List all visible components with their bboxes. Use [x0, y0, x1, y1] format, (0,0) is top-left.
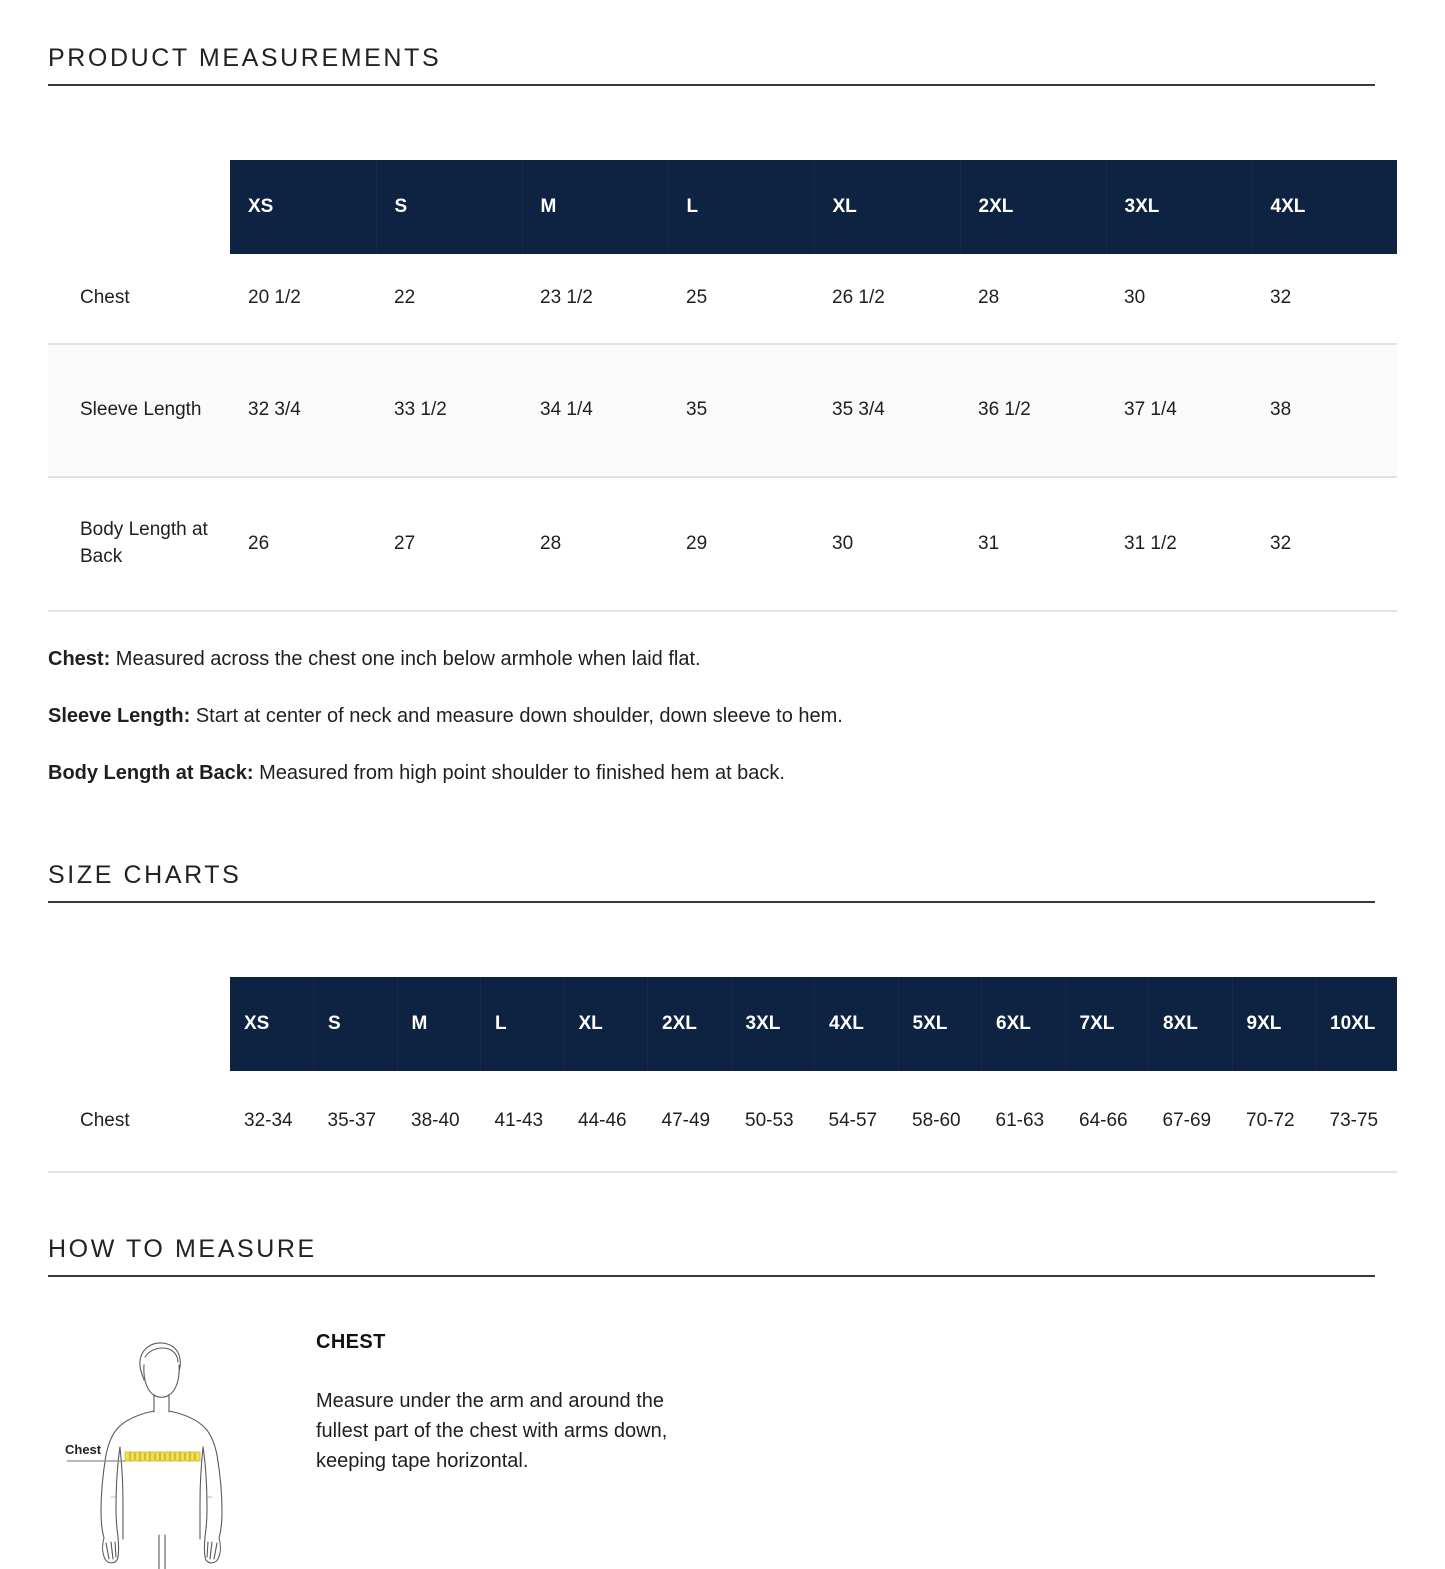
- description-term: Body Length at Back:: [48, 762, 254, 784]
- measurement-cell: 20 1/2: [230, 254, 376, 344]
- measurement-cell: 33 1/2: [376, 344, 522, 477]
- measure-item-title: CHEST: [316, 1331, 386, 1353]
- column-header-10xl: 10XL: [1316, 977, 1398, 1071]
- description-text: Start at center of neck and measure down shoulder, down sleeve to hem.: [190, 705, 843, 727]
- table-row: [48, 477, 1397, 611]
- measurement-cell: 32: [1252, 477, 1397, 611]
- row-label: Chest: [48, 1071, 230, 1172]
- measurement-cell: 38: [1252, 344, 1397, 477]
- table-body: [48, 1071, 1397, 1172]
- measurement-cell: 27: [376, 477, 522, 611]
- measurement-descriptions: [48, 612, 1397, 786]
- table-body: [48, 254, 1397, 611]
- measurement-cell: 67-69: [1149, 1071, 1233, 1172]
- column-header-2xl: 2XL: [960, 160, 1106, 254]
- measurement-cell: 31: [960, 477, 1106, 611]
- size-charts-table: [48, 977, 1397, 1173]
- measure-figure-column: [48, 1321, 280, 1569]
- column-header-xl: XL: [564, 977, 648, 1071]
- measurement-cell: 32-34: [230, 1071, 314, 1172]
- measure-item-body: Measure under the arm and around the fullest part of the chest with arms down, keeping tape horizontal.: [316, 1390, 668, 1472]
- column-header-xs: XS: [230, 160, 376, 254]
- column-header-s: S: [314, 977, 398, 1071]
- measurement-description: [48, 646, 1397, 672]
- table-header-row: [48, 160, 1397, 254]
- top-spacer: [48, 0, 1397, 44]
- product-measurements-heading: PRODUCT MEASUREMENTS: [48, 44, 442, 72]
- column-header-5xl: 5XL: [898, 977, 982, 1071]
- column-header-4xl: 4XL: [1252, 160, 1397, 254]
- product-measurements-section: [48, 44, 1397, 612]
- column-header-2xl: 2XL: [648, 977, 732, 1071]
- body-measurement-diagram-icon: [59, 1321, 269, 1569]
- column-header-m: M: [522, 160, 668, 254]
- measurement-cell: 26 1/2: [814, 254, 960, 344]
- table-row: [48, 1071, 1397, 1172]
- row-label: Sleeve Length: [48, 344, 230, 477]
- measurement-cell: 64-66: [1065, 1071, 1149, 1172]
- measurement-cell: 34 1/4: [522, 344, 668, 477]
- measurement-cell: 32: [1252, 254, 1397, 344]
- column-header-l: L: [668, 160, 814, 254]
- table-corner-cell: [48, 160, 230, 254]
- description-term: Sleeve Length:: [48, 705, 191, 727]
- table-header-row: [48, 977, 1397, 1071]
- size-charts-table-wrap: [48, 977, 1397, 1173]
- product-measurements-table-wrap: [48, 160, 1397, 612]
- measurement-cell: 31 1/2: [1106, 477, 1252, 611]
- column-header-m: M: [397, 977, 481, 1071]
- table-corner-cell: [48, 977, 230, 1071]
- how-to-measure-heading: HOW TO MEASURE: [48, 1235, 317, 1263]
- measurement-cell: 58-60: [898, 1071, 982, 1172]
- measurement-cell: 29: [668, 477, 814, 611]
- product-measurements-table: [48, 160, 1397, 612]
- column-header-8xl: 8XL: [1149, 977, 1233, 1071]
- column-header-3xl: 3XL: [1106, 160, 1252, 254]
- table-spacer: [48, 903, 1397, 977]
- description-text: Measured from high point shoulder to finished hem at back.: [253, 762, 785, 784]
- measurement-cell: 61-63: [982, 1071, 1066, 1172]
- chest-figure-label: Chest: [65, 1442, 102, 1457]
- size-charts-spacer: [48, 817, 1397, 861]
- how-to-measure-spacer: [48, 1173, 1397, 1235]
- measurement-cell: 28: [522, 477, 668, 611]
- how-to-measure-text: [280, 1321, 696, 1476]
- column-header-s: S: [376, 160, 522, 254]
- measurement-cell: 22: [376, 254, 522, 344]
- how-to-measure-row: [48, 1277, 1397, 1569]
- table-spacer: [48, 86, 1397, 160]
- column-header-4xl: 4XL: [815, 977, 899, 1071]
- description-text: Measured across the chest one inch below armhole when laid flat.: [110, 648, 701, 670]
- column-header-xs: XS: [230, 977, 314, 1071]
- column-header-6xl: 6XL: [982, 977, 1066, 1071]
- column-header-3xl: 3XL: [731, 977, 815, 1071]
- measurement-cell: 26: [230, 477, 376, 611]
- row-label: Body Length at Back: [48, 477, 230, 611]
- column-header-9xl: 9XL: [1232, 977, 1316, 1071]
- chest-tape-icon: [125, 1452, 200, 1461]
- measurement-description: [48, 760, 1397, 786]
- measurement-cell: 70-72: [1232, 1071, 1316, 1172]
- description-term: Chest:: [48, 648, 111, 670]
- measurement-cell: 25: [668, 254, 814, 344]
- measurement-cell: 28: [960, 254, 1106, 344]
- row-label: Chest: [48, 254, 230, 344]
- measurement-cell: 30: [814, 477, 960, 611]
- measurement-cell: 37 1/4: [1106, 344, 1252, 477]
- measurement-cell: 35: [668, 344, 814, 477]
- measurement-cell: 38-40: [397, 1071, 481, 1172]
- measurement-cell: 47-49: [648, 1071, 732, 1172]
- column-header-l: L: [481, 977, 565, 1071]
- size-charts-heading: SIZE CHARTS: [48, 861, 242, 889]
- column-header-xl: XL: [814, 160, 960, 254]
- measurement-cell: 30: [1106, 254, 1252, 344]
- table-row: [48, 254, 1397, 344]
- column-header-7xl: 7XL: [1065, 977, 1149, 1071]
- measurement-cell: 36 1/2: [960, 344, 1106, 477]
- measurement-cell: 32 3/4: [230, 344, 376, 477]
- measurement-cell: 35 3/4: [814, 344, 960, 477]
- measurement-cell: 54-57: [815, 1071, 899, 1172]
- table-row: [48, 344, 1397, 477]
- measurement-cell: 50-53: [731, 1071, 815, 1172]
- measurement-cell: 41-43: [481, 1071, 565, 1172]
- measurement-cell: 35-37: [314, 1071, 398, 1172]
- how-to-measure-section: [48, 1235, 1397, 1569]
- measurement-cell: 44-46: [564, 1071, 648, 1172]
- measurement-cell: 73-75: [1316, 1071, 1398, 1172]
- measurement-description: [48, 703, 1397, 729]
- size-charts-section: [48, 861, 1397, 1173]
- measurement-cell: 23 1/2: [522, 254, 668, 344]
